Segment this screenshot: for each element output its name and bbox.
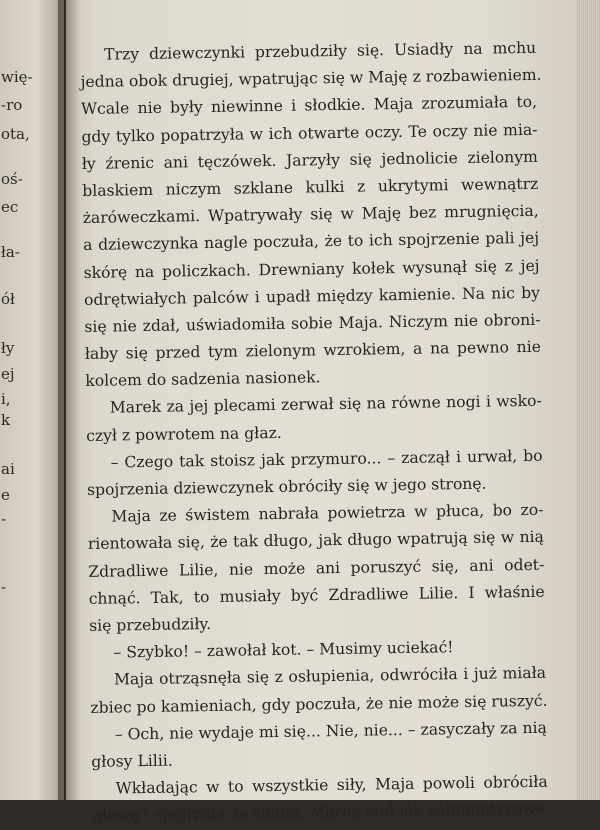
text-line: blaskiem niczym szklane kulki z ukrytymi wewnątrz [82, 174, 539, 200]
book-page [66, 0, 582, 826]
text-line: czył z powrotem na głaz. [86, 423, 282, 445]
previous-page [0, 0, 64, 800]
text-line: się nie zdał, uświadomiła sobie Maja. Niczym nie obroni- [84, 310, 541, 336]
text-line: spojrzenia dziewczynek obróciły się w jego stronę. [86, 474, 487, 499]
left-fragment: - [1, 510, 7, 528]
left-fragment: ej [1, 365, 15, 383]
left-fragment: ły [1, 339, 15, 357]
text-line: się przebudziły. [89, 614, 212, 635]
text-line: kolcem do sadzenia nasionek. [85, 368, 321, 391]
left-fragment: - [1, 578, 7, 596]
text-line: Marek za jej plecami zerwał się na równe nogi i wsko- [109, 392, 542, 418]
text-line: a dziewczynka nagle poczuła, że to ich spojrzenie pali jej [83, 229, 540, 255]
text-line: Wcale nie były niewinne i słodkie. Maja zrozumiała to, [80, 93, 538, 119]
text-line: jedna obok drugiej, wpatrując się w Maję z rozbawieniem. [80, 65, 542, 92]
left-fragment: e [1, 486, 10, 504]
text-line: skórę na policzkach. Drewniany kołek wysunął się z jej [83, 256, 540, 282]
text-line: Maja ze świstem nabrała powietrza w płuca, bo zo- [111, 500, 544, 526]
gutter-shadow [58, 0, 80, 800]
text-line: – Szybko! – zawołał kot. – Musimy uciekać! [113, 638, 454, 662]
text-line: głosy Lilii. [91, 751, 173, 771]
page-text [80, 35, 551, 830]
text-line: ły źrenic ani tęczówek. Jarzyły się jednolicie zielonym [81, 147, 538, 173]
left-fragment: k [1, 411, 11, 429]
left-fragment: ai [1, 460, 15, 478]
text-line: Wkładając w to wszystkie siły, Maja powoli obróciła [115, 772, 548, 798]
left-fragment: ota, [1, 125, 30, 143]
page-edges [576, 0, 600, 800]
text-line: odrętwiałych palców i upadł między kamienie. Na nic by [83, 283, 541, 309]
text-line: – Czego tak stoisz jak przymuro... – zaczął i urwał, bo [110, 446, 543, 472]
text-line: gdy tylko popatrzyła w ich otwarte oczy. Te oczy nie mia- [81, 120, 538, 146]
left-fragment: i, [1, 390, 11, 408]
left-fragment: -ro [1, 96, 23, 114]
text-line: chnąć. Tak, to musiały być Zdradliwe Lilie. I właśnie [88, 582, 545, 608]
text-line: – Och, nie wydaje mi się... Nie, nie... – zasyczały za nią [114, 718, 547, 744]
left-fragment: wię- [1, 68, 33, 86]
text-line: łaby się przed tym zielonym wzrokiem, a na pewno nie [84, 337, 541, 364]
text-line: rientowała się, że tak długo, jak długo wpatrują się w nią [87, 528, 544, 554]
text-line: Zdradliwe Lilie, nie może ani poruszyć się, ani odet- [88, 555, 545, 581]
left-fragment: oś- [1, 170, 23, 188]
left-fragment: ół [1, 290, 15, 308]
left-fragment: ec [1, 198, 19, 216]
text-line: żaróweczkami. Wpatrywały się w Maję bez mrugnięcia, [82, 201, 539, 228]
text-line: Maja otrząsnęła się z osłupienia, odwróciła i już miała [113, 664, 547, 689]
left-fragment: ła- [1, 243, 20, 261]
text-line: głowę i spojrzała za siebie. Marek stał jak zahipnotyzowa- [92, 799, 551, 826]
text-line: Trzy dziewczynki przebudziły się. Usiadły na mchu [104, 38, 537, 64]
text-line: zbiec po kamieniach, gdy poczuła, że nie może się ruszyć. [90, 691, 548, 717]
